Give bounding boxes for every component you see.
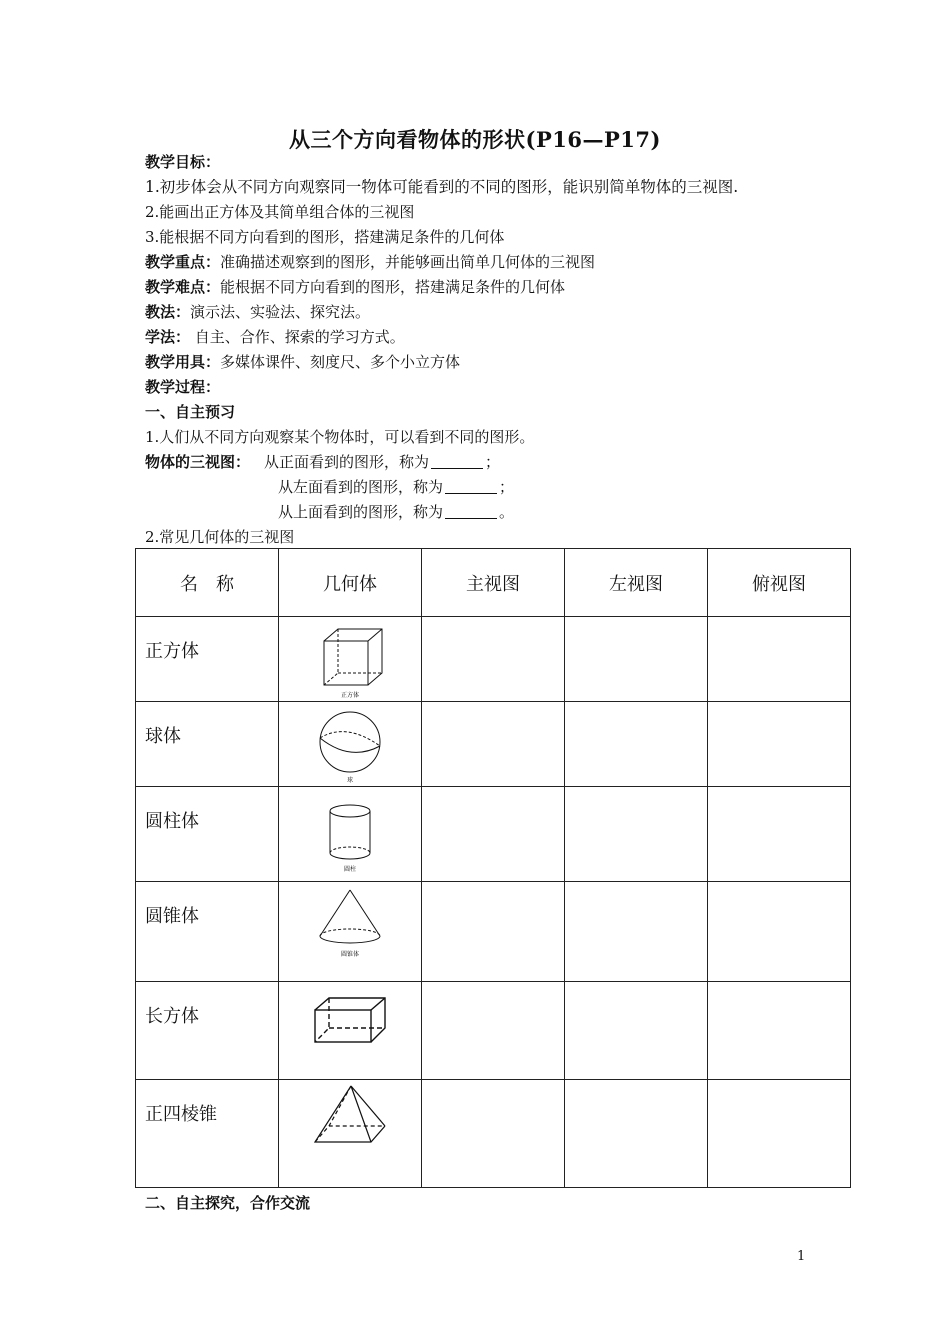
header-left-view: 左视图 bbox=[565, 549, 708, 617]
solid-cell bbox=[279, 617, 422, 702]
page-title: 从三个方向看物体的形状(P16—P17) bbox=[289, 127, 661, 152]
view-line-2-text: 从左面看到的图形，称为 bbox=[278, 478, 444, 496]
cone-icon bbox=[310, 882, 390, 962]
view-line-3-end: 。 bbox=[499, 503, 515, 521]
solid-cell bbox=[279, 982, 422, 1080]
front-view-cell[interactable] bbox=[422, 702, 565, 787]
front-view-cell[interactable] bbox=[422, 882, 565, 982]
row-name: 正四棱锥 bbox=[136, 1080, 279, 1188]
key-point-label: 教学重点： bbox=[145, 253, 221, 271]
three-views-table bbox=[135, 548, 851, 1188]
table-row bbox=[136, 702, 851, 787]
top-view-cell[interactable] bbox=[708, 787, 851, 882]
top-view-cell[interactable] bbox=[708, 617, 851, 702]
page-number: 1 bbox=[797, 1249, 806, 1264]
table-row bbox=[136, 882, 851, 982]
front-view-cell[interactable] bbox=[422, 787, 565, 882]
objective-2: 2.能画出正方体及其简单组合体的三视图 bbox=[145, 203, 415, 221]
cuboid-icon bbox=[305, 982, 395, 1052]
section1-q1: 1.人们从不同方向观察某个物体时，可以看到不同的图形。 bbox=[145, 428, 535, 446]
learning-method bbox=[145, 327, 405, 347]
solid-cell bbox=[279, 1080, 422, 1188]
row-name: 正方体 bbox=[136, 617, 279, 702]
table-row bbox=[136, 617, 851, 702]
cube-caption: 正方体 bbox=[340, 692, 360, 699]
header-name: 名 称 bbox=[136, 549, 279, 617]
front-view-cell[interactable] bbox=[422, 617, 565, 702]
cylinder-caption: 圆柱 bbox=[343, 866, 357, 873]
row-name: 长方体 bbox=[136, 982, 279, 1080]
answer-blank-2[interactable] bbox=[445, 479, 497, 494]
key-point bbox=[145, 252, 595, 272]
top-view-cell[interactable] bbox=[708, 982, 851, 1080]
section2-heading: 二、自主探究，合作交流 bbox=[145, 1194, 311, 1212]
front-view-cell[interactable] bbox=[422, 1080, 565, 1188]
header-front-view: 主视图 bbox=[422, 549, 565, 617]
answer-blank-3[interactable] bbox=[445, 504, 497, 519]
left-view-cell[interactable] bbox=[565, 702, 708, 787]
cone-caption: 圆锥体 bbox=[340, 951, 360, 958]
view-line-1 bbox=[145, 452, 500, 472]
learning-method-label: 学法： bbox=[145, 328, 191, 346]
row-name: 圆锥体 bbox=[136, 882, 279, 982]
table-header-row bbox=[136, 549, 851, 617]
table-row bbox=[136, 787, 851, 882]
teaching-method-label: 教法： bbox=[145, 303, 191, 321]
left-view-cell[interactable] bbox=[565, 617, 708, 702]
process-heading: 教学过程： bbox=[145, 378, 221, 396]
view-line-3-text: 从上面看到的图形，称为 bbox=[278, 503, 444, 521]
table-row bbox=[136, 1080, 851, 1188]
solid-cell bbox=[279, 882, 422, 982]
difficulty-label: 教学难点： bbox=[145, 278, 221, 296]
key-point-text: 准确描述观察到的图形，并能够画出简单几何体的三视图 bbox=[220, 253, 596, 271]
table-row bbox=[136, 982, 851, 1080]
answer-blank-1[interactable] bbox=[431, 454, 483, 469]
front-view-cell[interactable] bbox=[422, 982, 565, 1080]
row-name: 球体 bbox=[136, 702, 279, 787]
solid-cell bbox=[279, 702, 422, 787]
square-pyramid-icon bbox=[305, 1080, 395, 1160]
objectives-heading: 教学目标： bbox=[145, 153, 221, 171]
section1-heading: 一、自主预习 bbox=[145, 403, 236, 421]
top-view-cell[interactable] bbox=[708, 882, 851, 982]
row-name: 圆柱体 bbox=[136, 787, 279, 882]
left-view-cell[interactable] bbox=[565, 1080, 708, 1188]
objective-3: 3.能根据不同方向看到的图形，搭建满足条件的几何体 bbox=[145, 228, 505, 246]
left-view-cell[interactable] bbox=[565, 882, 708, 982]
objective-1: 1.初步体会从不同方向观察同一物体可能看到的不同的图形，能识别简单物体的三视图. bbox=[145, 178, 739, 196]
left-view-cell[interactable] bbox=[565, 787, 708, 882]
difficulty-text: 能根据不同方向看到的图形，搭建满足条件的几何体 bbox=[220, 278, 566, 296]
top-view-cell[interactable] bbox=[708, 1080, 851, 1188]
teaching-method-text: 演示法、实验法、探究法。 bbox=[190, 303, 371, 321]
sphere-icon bbox=[312, 702, 388, 786]
learning-method-text: 自主、合作、探索的学习方式。 bbox=[190, 328, 405, 346]
header-solid: 几何体 bbox=[279, 549, 422, 617]
view-line-1-end: ； bbox=[485, 453, 501, 471]
cylinder-icon bbox=[312, 787, 388, 877]
tools-label: 教学用具： bbox=[145, 353, 221, 371]
section1-q2: 2.常见几何体的三视图 bbox=[145, 528, 295, 546]
difficulty bbox=[145, 277, 565, 297]
cube-icon bbox=[312, 617, 388, 701]
teaching-method bbox=[145, 302, 370, 322]
solid-cell bbox=[279, 787, 422, 882]
top-view-cell[interactable] bbox=[708, 702, 851, 787]
left-view-cell[interactable] bbox=[565, 982, 708, 1080]
three-views-label: 物体的三视图： bbox=[145, 453, 251, 471]
tools-text: 多媒体课件、刻度尺、多个小立方体 bbox=[220, 353, 461, 371]
view-line-3 bbox=[278, 502, 514, 522]
sphere-caption: 球 bbox=[346, 777, 354, 784]
header-top-view: 俯视图 bbox=[708, 549, 851, 617]
tools bbox=[145, 352, 460, 372]
view-line-2 bbox=[278, 477, 514, 497]
view-line-1-text: 从正面看到的图形，称为 bbox=[264, 453, 430, 471]
view-line-2-end: ； bbox=[499, 478, 515, 496]
